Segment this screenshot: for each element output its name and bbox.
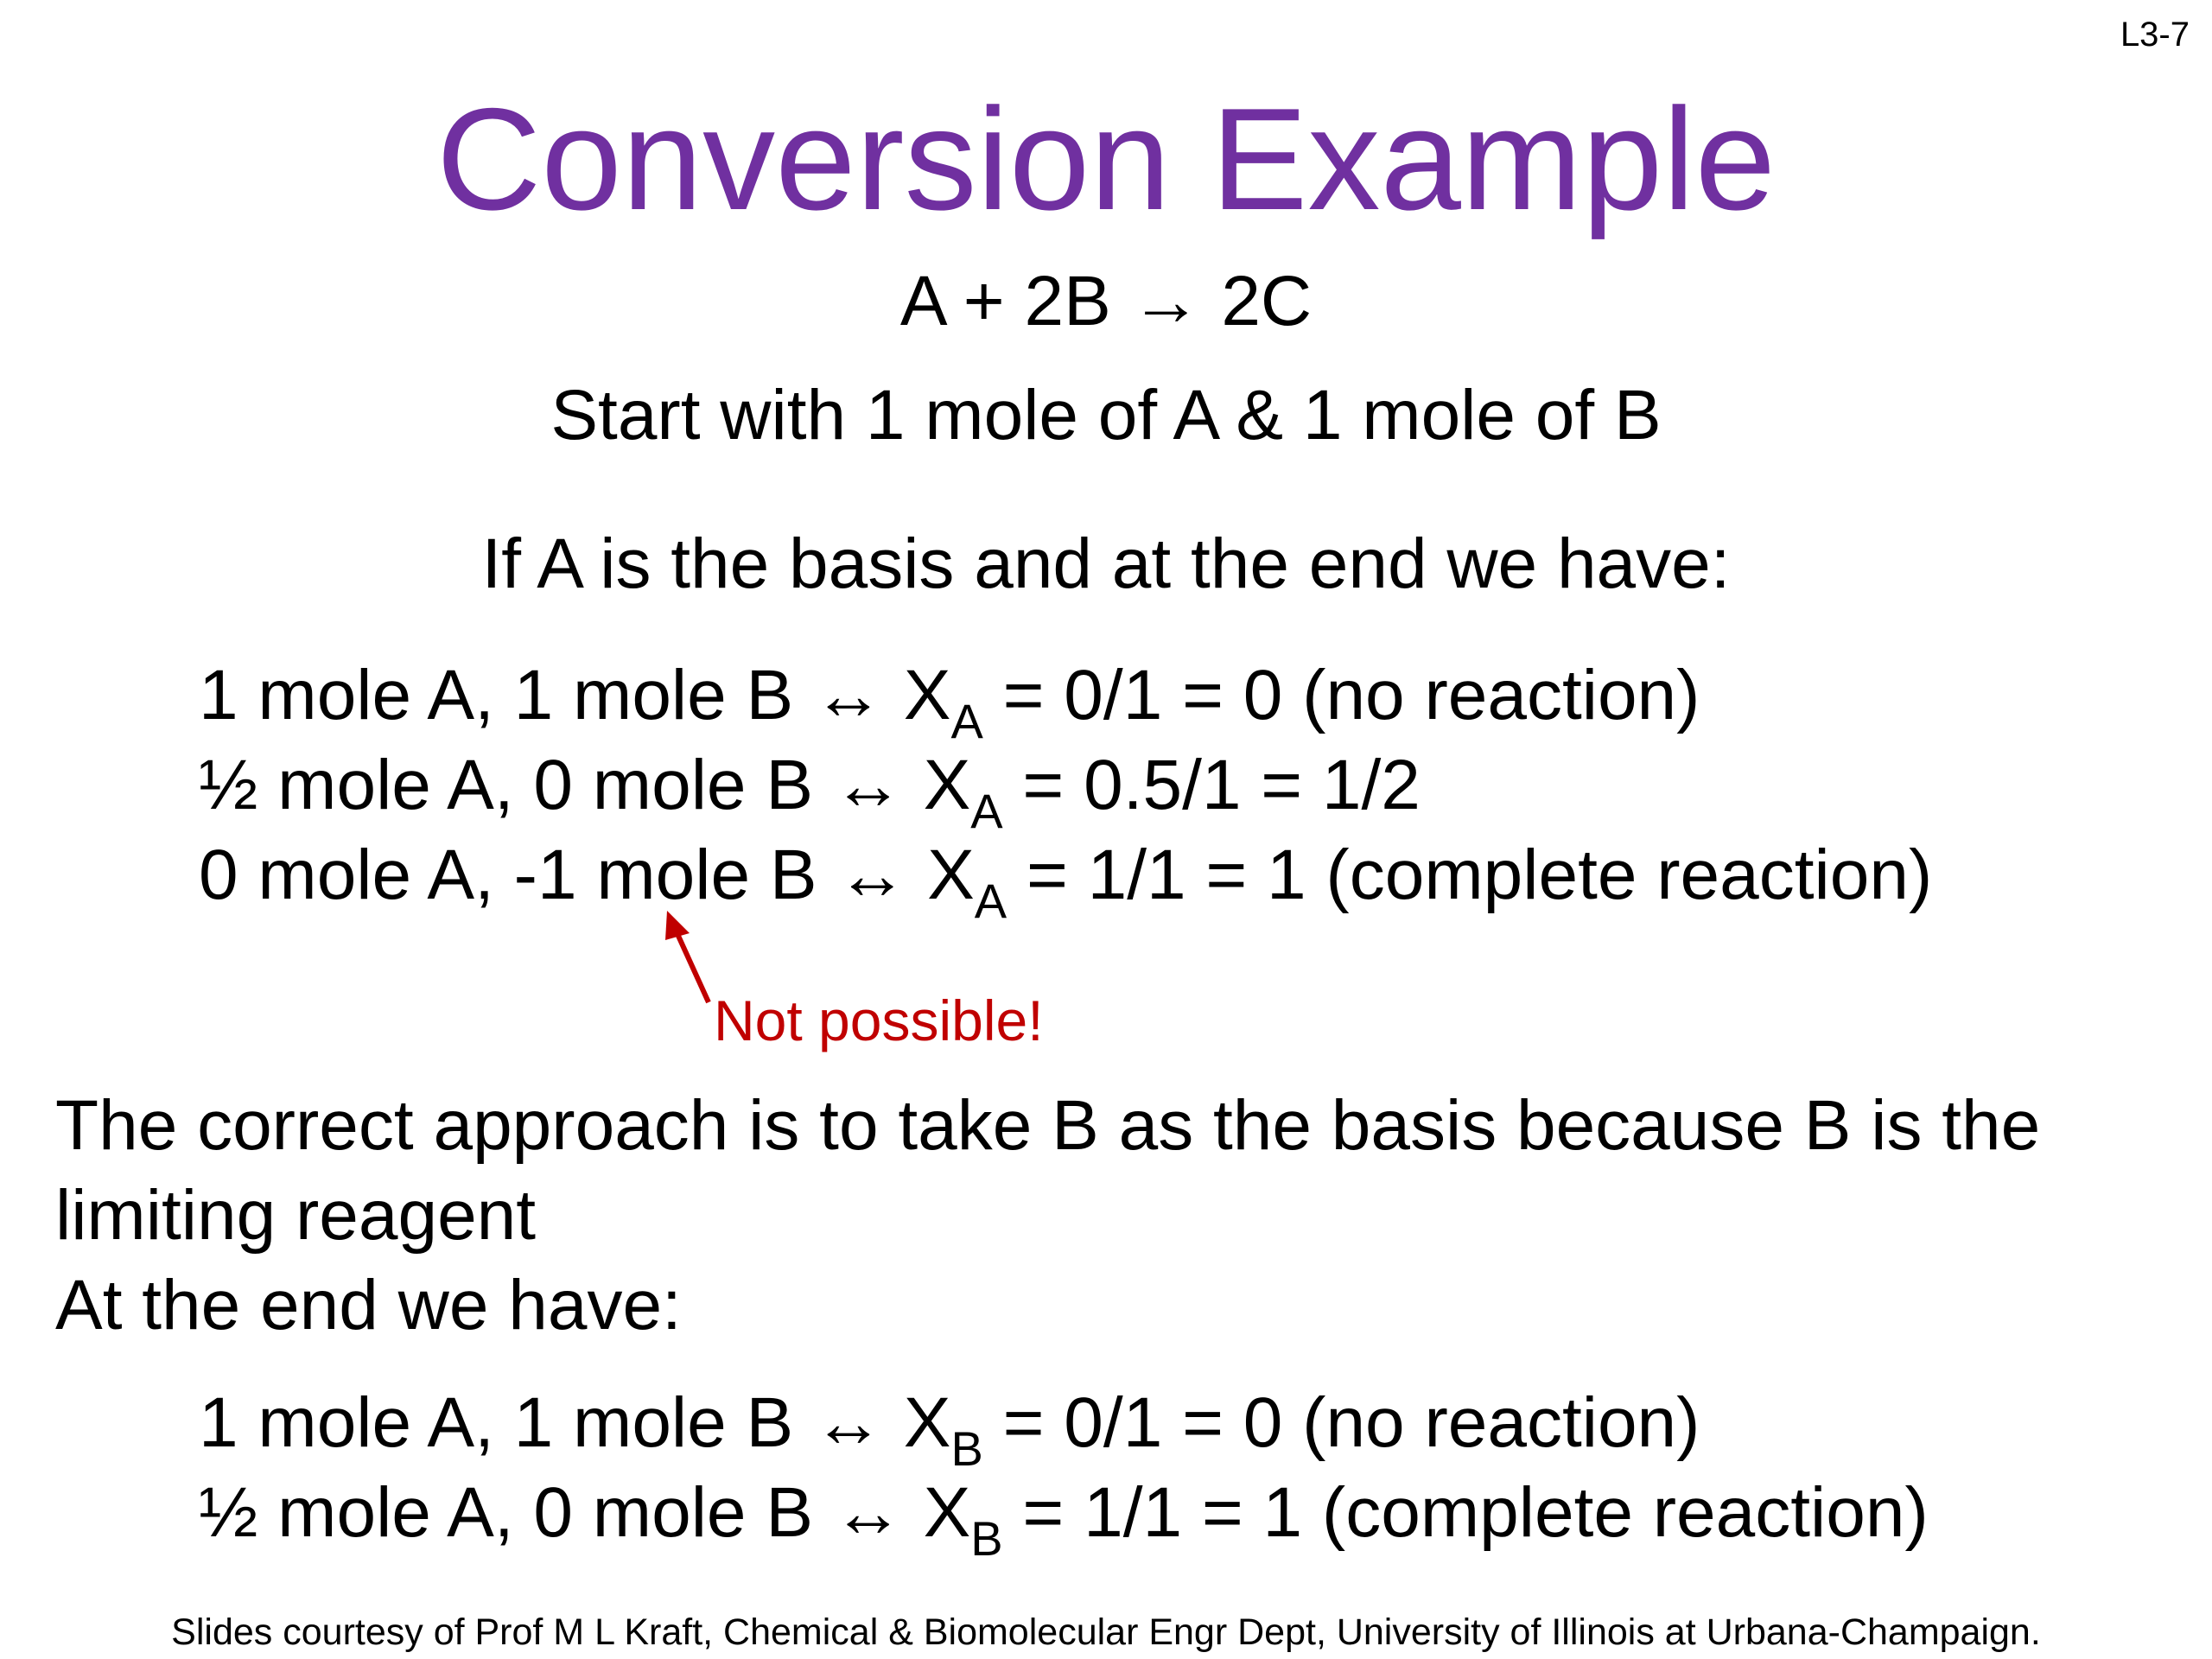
slide-title: Conversion Example: [435, 78, 1777, 240]
subscript: B: [970, 1511, 1003, 1566]
not-possible-annotation: Not possible!: [714, 988, 1044, 1052]
equation-text: ½ mole A, 0 mole B ↔ X: [199, 1473, 971, 1552]
equation-text: = 1/1 = 1 (complete reaction): [1007, 836, 1933, 914]
basis-a-line-3: [199, 836, 1933, 928]
basis-a-line-2: [199, 746, 1421, 838]
starting-conditions: Start with 1 mole of A & 1 mole of B: [550, 376, 1662, 454]
equation-text: ½ mole A, 0 mole B ↔ X: [199, 746, 971, 824]
equation-text: = 1/1 = 1 (complete reaction): [1002, 1473, 1929, 1552]
subscript: A: [950, 694, 983, 748]
reaction-equation: A + 2B → 2C: [899, 262, 1313, 340]
basis-a-line-1: [199, 656, 1700, 748]
equation-text: 1 mole A, 1 mole B ↔ X: [199, 1383, 951, 1462]
subscript: B: [950, 1421, 983, 1476]
basis-a-intro: If A is the basis and at the end we have:: [481, 524, 1731, 603]
equation-text: = 0/1 = 0 (no reaction): [982, 1383, 1700, 1462]
slide-number: L3-7: [2120, 16, 2190, 54]
footer-credit: Slides courtesy of Prof M L Kraft, Chemical & Biomolecular Engr Dept, University of Illinois at Urbana-Champaign.: [171, 1611, 2041, 1653]
basis-b-line-2: [199, 1473, 1929, 1566]
equation-text: = 0.5/1 = 1/2: [1002, 746, 1421, 824]
equation-text: = 0/1 = 0 (no reaction): [982, 656, 1700, 734]
subscript: A: [970, 784, 1003, 838]
approach-line-2: limiting reagent: [55, 1176, 537, 1255]
approach-line-1: The correct approach is to take B as the basis because B is the: [55, 1086, 2041, 1165]
equation-text: 0 mole A, -1 mole B ↔ X: [199, 836, 975, 914]
equation-text: 1 mole A, 1 mole B ↔ X: [199, 656, 951, 734]
subscript: A: [974, 874, 1007, 928]
approach-line-3: At the end we have:: [55, 1266, 682, 1344]
basis-b-line-1: [199, 1383, 1700, 1476]
